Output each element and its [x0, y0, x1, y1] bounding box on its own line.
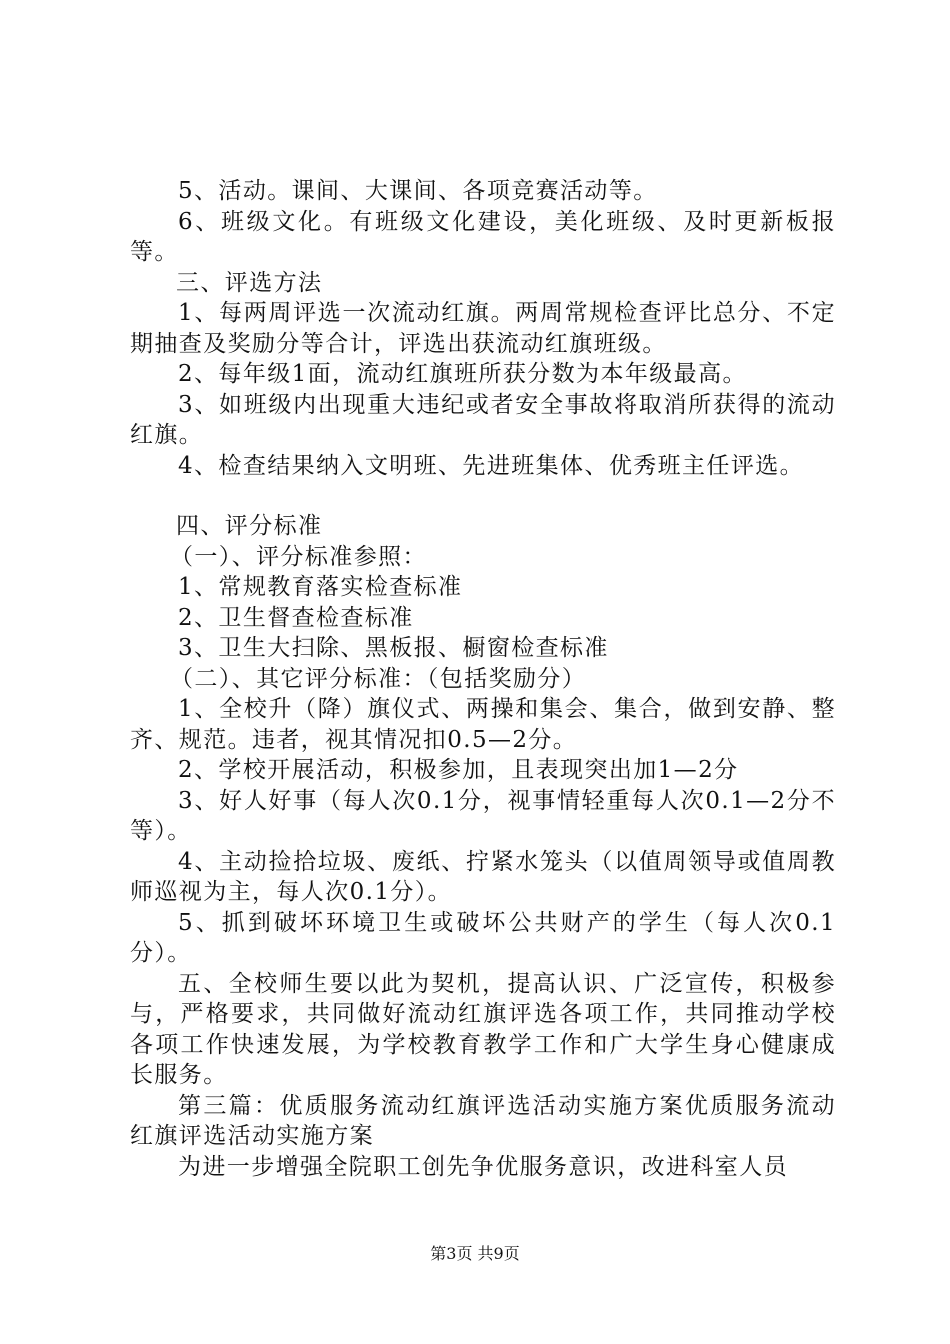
- page-number-footer: 第3页 共9页: [430, 1244, 520, 1263]
- paragraph-other-4: 4、主动捡拾垃圾、废纸、拧紧水笼头（以值周领导或值周教师巡视为主，每人次0.1分）。: [130, 848, 836, 905]
- paragraph-standard-2: 2、卫生督查检查标准: [178, 604, 414, 631]
- paragraph-activities: 5、活动。课间、大课间、各项竞赛活动等。: [178, 178, 658, 204]
- document-body: [130, 176, 836, 1182]
- section-heading-selection-method: 三、评选方法: [176, 269, 323, 296]
- paragraph-other-2: 2、学校开展活动，积极参加，且表现突出加1—2分: [178, 757, 739, 783]
- paragraph-method-1: 1、每两周评选一次流动红旗。两周常规检查评比总分、不定期抽查及奖励分等合计，评选出获流动红旗班级。: [130, 300, 836, 357]
- subheading-reference-standards: （一）、评分标准参照：: [170, 543, 427, 570]
- paragraph-method-2: 2、每年级1面，流动红旗班所获分数为本年级最高。: [178, 361, 747, 387]
- paragraph-method-3: 3、如班级内出现重大违纪或者安全事故将取消所获得的流动红旗。: [130, 391, 836, 448]
- paragraph-other-5: 5、抓到破坏环境卫生或破坏公共财产的学生（每人次0.1分）。: [130, 909, 836, 966]
- paragraph-section-five: 五、全校师生要以此为契机，提高认识、广泛宣传，积极参与，严格要求，共同做好流动红旗评选各项工作，共同推动学校各项工作快速发展，为学校教育教学工作和广大学生身心健康成长服务。: [130, 970, 836, 1088]
- section-heading-scoring-standard: 四、评分标准: [176, 513, 323, 539]
- paragraph-method-4: 4、检查结果纳入文明班、先进班集体、优秀班主任评选。: [178, 452, 805, 479]
- subheading-other-standards: （二）、其它评分标准：（包括奖励分）: [170, 665, 587, 692]
- paragraph-third-article-title: 第三篇：优质服务流动红旗评选活动实施方案优质服务流动红旗评选活动实施方案: [130, 1092, 836, 1149]
- paragraph-other-1: 1、全校升（降）旗仪式、两操和集会、集合，做到安静、整齐、规范。违者，视其情况扣0.5—2分。: [130, 696, 836, 753]
- paragraph-standard-3: 3、卫生大扫除、黑板报、橱窗检查标准: [178, 635, 609, 661]
- paragraph-other-3: 3、好人好事（每人次0.1分，视事情轻重每人次0.1—2分不等）。: [130, 787, 836, 844]
- blank-line: [130, 481, 836, 511]
- paragraph-intro: 为进一步增强全院职工创先争优服务意识，改进科室人员: [178, 1153, 788, 1180]
- paragraph-class-culture: 6、班级文化。有班级文化建设，美化班级、及时更新板报等。: [130, 208, 836, 265]
- paragraph-standard-1: 1、常规教育落实检查标准: [178, 574, 463, 600]
